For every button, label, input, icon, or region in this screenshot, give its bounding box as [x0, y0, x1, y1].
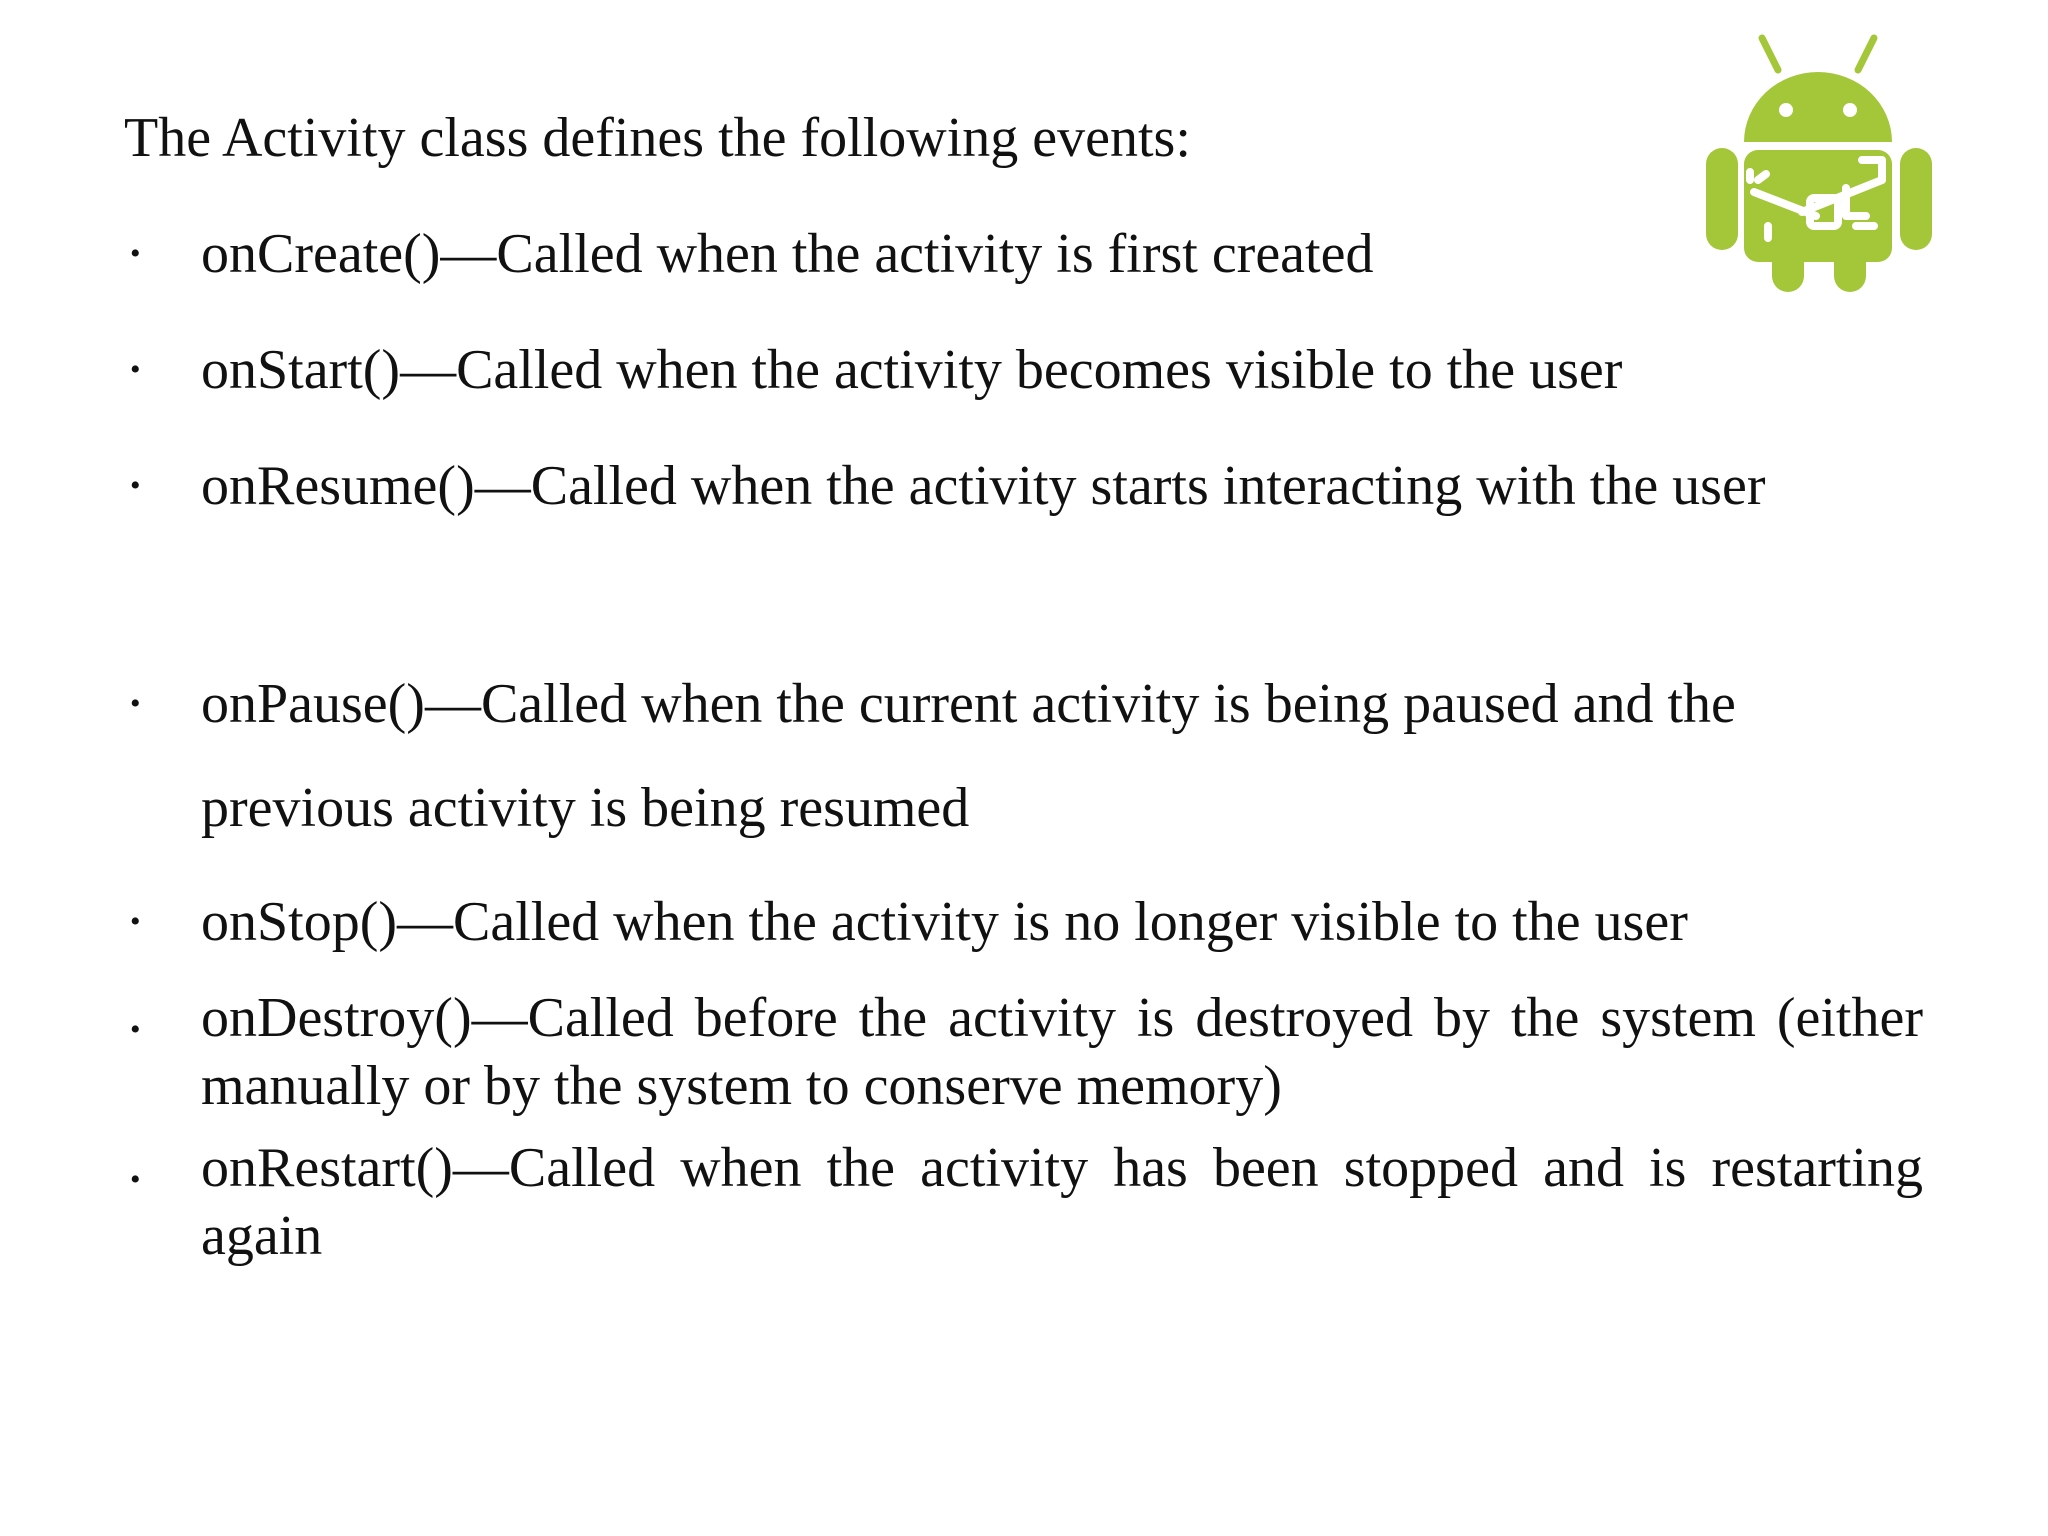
- bullet: •: [130, 1013, 141, 1046]
- event-text: onStart()—Called when the activity becomes visible to the user: [201, 339, 1623, 401]
- bullet: •: [130, 353, 141, 386]
- event-onstart: [130, 318, 1923, 422]
- bullet: •: [130, 905, 141, 938]
- event-text: onPause()—Called when the current activity is being paused and the previous activity is being resumed: [201, 673, 1736, 839]
- bullet: •: [130, 237, 141, 270]
- event-text: onStop()—Called when the activity is no longer visible to the user: [201, 891, 1688, 953]
- bullet: •: [130, 469, 141, 502]
- event-onresume: [130, 434, 1923, 538]
- event-oncreate: [130, 202, 1923, 306]
- event-ondestroy: [130, 984, 1923, 1120]
- event-text: onResume()—Called when the activity starts interacting with the user: [201, 455, 1766, 517]
- event-onrestart: [130, 1134, 1923, 1270]
- event-onpause: [130, 652, 1923, 860]
- bullet: •: [130, 687, 141, 720]
- event-text: onRestart()—Called when the activity has been stopped and is restarting again: [201, 1137, 1923, 1267]
- event-text: onDestroy()—Called before the activity is destroyed by the system (either manually or by the system to conserve memory): [201, 987, 1923, 1117]
- event-onstop: [130, 870, 1923, 974]
- bullet: •: [130, 1163, 141, 1196]
- intro-text: The Activity class defines the following events:: [124, 107, 1191, 169]
- event-text: onCreate()—Called when the activity is first created: [201, 223, 1374, 285]
